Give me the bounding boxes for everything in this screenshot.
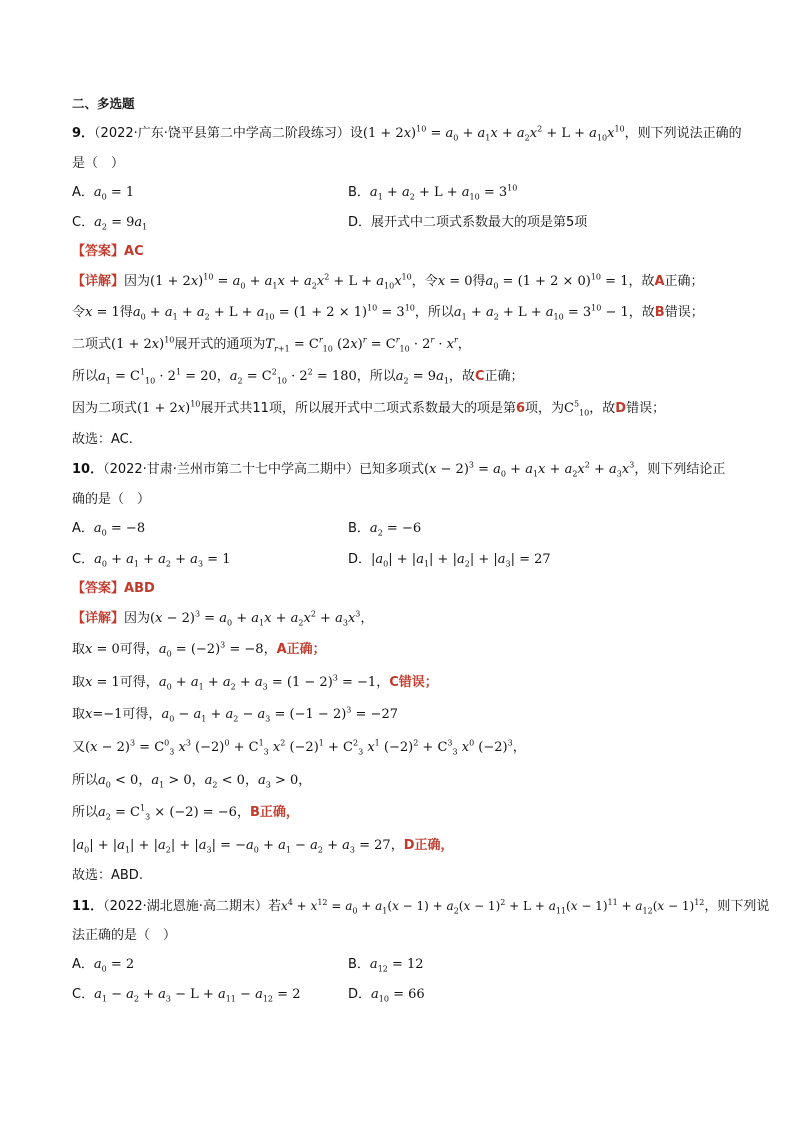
q10-detail-line2: 取x = 0可得，$a_0 = (-2)^3 = -8$，A正确； <box>72 640 326 659</box>
q10-detail-line3: 取x = 1可得，$a_0 + a_1 + a_2 + a_3 = (1 - 2)^3 = -1$，C错误； <box>72 673 438 692</box>
q9-number: 9． <box>72 126 95 141</box>
q10-detail-line8: $|a_0| + |a_1| + |a_2| + |a_3| = -a_0 + a_1 - a_2 + a_3 = 27$，D正确， <box>72 838 454 855</box>
q11-source: （2022·湖北恩施·高二期末） <box>103 899 268 914</box>
q9-option-b: B．$a_1 + a_2 + L + a_{10} = 3^{10}$ <box>348 183 518 202</box>
q11-stem-line2: 法正确的是（ ） <box>72 928 177 943</box>
q9-conclusion: 故选：AC. <box>72 432 133 447</box>
q10-option-d: D．$|a_0| + |a_1| + |a_2| + |a_3| = 27$ <box>348 552 551 569</box>
q10-stem-line1: 10．（2022·甘肃·兰州市第二十七中学高二期中）已知多项式$(x - 2)^3 = a_0 + a_1x + a_2x^2 + a_3x^3$，则下列结论正 <box>72 460 726 479</box>
q11-option-d: D．$a_{10} = 66$ <box>348 987 425 1004</box>
q9-stem-line1: 9．（2022·广东·饶平县第二中学高二阶段练习）设$(1 + 2x)^{10} = a_0 + a_1x + a_2x^2 + L + a_{10}x^{10}$，则下列说法正确的 <box>72 124 742 143</box>
q10-detail-line7: 所以$a_2 = C^1_3 \times (-2) = -6$，B正确， <box>72 803 299 822</box>
q10-detail-line6: 所以$a_0 < 0$，$a_1 > 0$，$a_2 < 0$，$a_3 > 0$， <box>72 773 312 790</box>
q10-detail-line5: 又$(x - 2)^3 = C^0_3$ $x^3$ $(-2)^0 + C^1_3$ $x^2$ $(-2)^1 + C^2_3$ $x^1$ $(-2)^2 + C^3_3$ $x^0$ $(-2)^3$， <box>72 738 526 757</box>
q9-detail-line4: 所以$a_1 = C^1_{10} \cdot 2^1 = 20$，$a_2 = C^2_{10} \cdot 2^2 = 180$，所以$a_2 = 9a_1$，故C正确； <box>72 367 524 386</box>
q10-number: 10． <box>72 462 104 477</box>
q9-option-d: D．展开式中二项式系数最大的项是第5项 <box>348 215 588 230</box>
q11-number: 11． <box>72 899 104 914</box>
q9-source: （2022·广东·饶平县第二中学高二阶段练习） <box>94 126 350 141</box>
q10-option-c: C．$a_0 + a_1 + a_2 + a_3 = 1$ <box>72 552 231 569</box>
q9-answer: 【答案】AC <box>72 244 144 259</box>
q11-stem-line1: 11．（2022·湖北恩施·高二期末）若$x^4 + x^{12} = a_0 + a_1(x - 1) + a_2(x - 1)^2 + L + a_{11}(x - 1)^{11} + a_{12}(x - 1)^{12}$，则下列说 <box>72 898 770 916</box>
q9-detail-line3: 二项式$(1 + 2x)^{10}$展开式的通项为$T_{r+1} = C^r_{10}$ $(2x)^r = C^r_{10} \cdot 2^r \cdot x^r$， <box>72 335 471 354</box>
q10-source: （2022·甘肃·兰州市第二十七中学高二期中） <box>103 462 359 477</box>
q10-option-a: A．$a_0 = -8$ <box>72 521 146 538</box>
q10-formula: $(x - 2)^3 = a_0 + a_1x + a_2x^2 + a_3x^3$ <box>423 460 635 479</box>
q9-detail-line2: 令x = 1得$a_0 + a_1 + a_2 + L + a_{10} = (1 + 2 \times 1)^{10} = 3^{10}$，所以$a_1 + a_2 + L + a_{10} = 3^{10} - 1$，故B错误； <box>72 303 704 322</box>
q11-option-c: C．$a_1 - a_2 + a_3 - L + a_{11} - a_{12} = 2$ <box>72 987 301 1004</box>
q10-detail-line1: 【详解】因为$(x - 2)^3 = a_0 + a_1x + a_2x^2 + a_3x^3$， <box>72 609 374 628</box>
q9-formula: $(1 + 2x)^{10} = a_0 + a_1x + a_2x^2 + L + a_{10}x^{10}$ <box>362 124 625 143</box>
q9-option-a: A．$a_0 = 1$ <box>72 185 135 202</box>
q10-stem-line2: 确的是（ ） <box>72 492 151 507</box>
q9-stem-line2: 是（ ） <box>72 156 125 171</box>
q9-option-c: C．$a_2 = 9a_1$ <box>72 215 148 232</box>
q9-detail-line5: 因为二项式$(1 + 2x)^{10}$展开式共11项，所以展开式中二项式系数最大的项是第6项，为$C^5_{10}$，故D错误； <box>72 399 666 418</box>
section-title: 二、多选题 <box>72 96 135 111</box>
q11-option-a: A．$a_0 = 2$ <box>72 957 135 974</box>
q10-option-b: B．$a_2 = -6$ <box>348 521 422 538</box>
q11-option-b: B．$a_{12} = 12$ <box>348 957 424 974</box>
q10-answer: 【答案】ABD <box>72 581 155 596</box>
q10-detail-line4: 取x=−1可得，$a_0 - a_1 + a_2 - a_3 = (-1 - 2)^3 = -27$ <box>72 705 398 724</box>
q11-formula: $x^4 + x^{12} = a_0 + a_1(x - 1) + a_2(x - 1)^2 + L + a_{11}(x - 1)^{11} + a_{12}(x - 1)^{12}$ <box>280 898 705 916</box>
q10-conclusion: 故选：ABD. <box>72 868 143 883</box>
q9-detail-line1: 【详解】因为$(1 + 2x)^{10} = a_0 + a_1x + a_2x^2 + L + a_{10}x^{10}$，令x = 0得$a_0 = (1 + 2 \times 0)^{10} = 1$，故A正确； <box>72 272 704 291</box>
